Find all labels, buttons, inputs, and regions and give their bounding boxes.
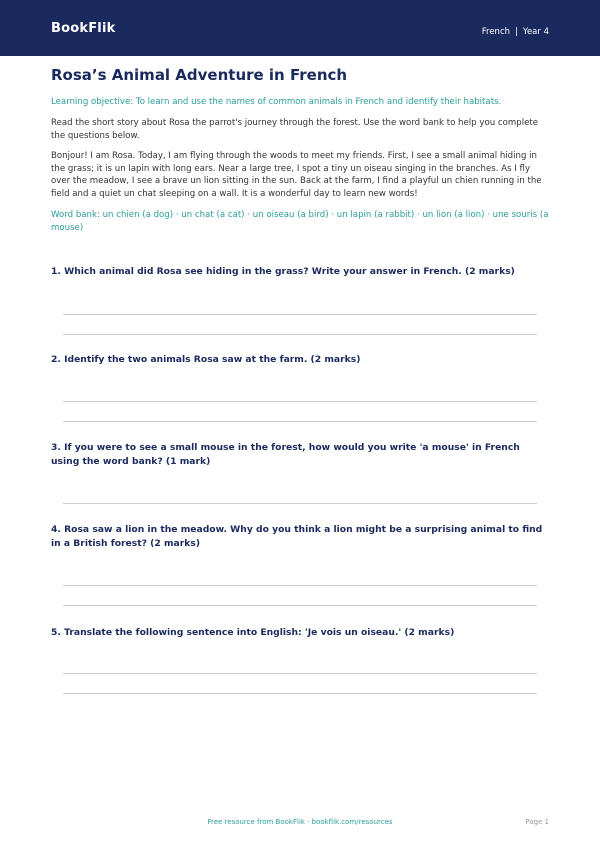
answer-line[interactable] [63,334,537,335]
answer-line[interactable] [63,673,537,674]
answer-line[interactable] [63,693,537,694]
question-2: 2. Identify the two animals Rosa saw at the farm. (2 marks) [51,354,361,365]
learning-objective: Learning objective: To learn and use the names of common animals in French and identify their habitats. [51,97,502,107]
header-bar [0,0,600,56]
answer-line[interactable] [63,585,537,586]
answer-line[interactable] [63,401,537,402]
word-bank: Word bank: un chien (a dog) · un chat (a cat) · un oiseau (a bird) · un lapin (a rabbit) · un lion (a lion) · une souris (a mouse) [51,210,549,233]
answer-line[interactable] [63,605,537,606]
footer-text[interactable]: Free resource from BookFlik · bookflik.com/resources [207,818,393,826]
story-text: Bonjour! I am Rosa. Today, I am flying through the woods to meet my friends. First, I see a small animal hiding in the grass; it is un lapin with long ears. Near a large tree, I spot a tiny un oiseau singing in the branches. As I fly over the meadow, I see a brave un lion sitting in the sun. Back at the farm, I find a playful un chien running in the field and a quiet un chat sleeping on a wall. It is a wonderful day to learn new words! [51,151,542,199]
meta-separator: | [515,27,518,37]
instructions: Read the short story about Rosa the parrot's journey through the forest. Use the word bank to help you complete the questions below. [51,118,539,141]
answer-line[interactable] [63,421,537,422]
answer-line[interactable] [63,503,537,504]
question-3: 3. If you were to see a small mouse in the forest, how would you write 'a mouse' in French using the word bank? (1 mark) [51,442,520,467]
brand-logo: BookFlik [51,21,116,36]
subject-label: French [481,27,511,37]
answer-line[interactable] [63,314,537,315]
page-title: Rosa’s Animal Adventure in French [51,66,348,84]
question-5: 5. Translate the following sentence into English: 'Je vois un oiseau.' (2 marks) [51,627,455,638]
subject-year [482,28,549,37]
year-label: Year 4 [522,27,549,37]
question-1: 1. Which animal did Rosa see hiding in the grass? Write your answer in French. (2 marks) [51,266,515,277]
question-4: 4. Rosa saw a lion in the meadow. Why do you think a lion might be a surprising animal to find in a British forest? (2 marks) [51,524,543,549]
page-number: Page 1 [525,818,549,826]
worksheet-intro [51,66,549,234]
